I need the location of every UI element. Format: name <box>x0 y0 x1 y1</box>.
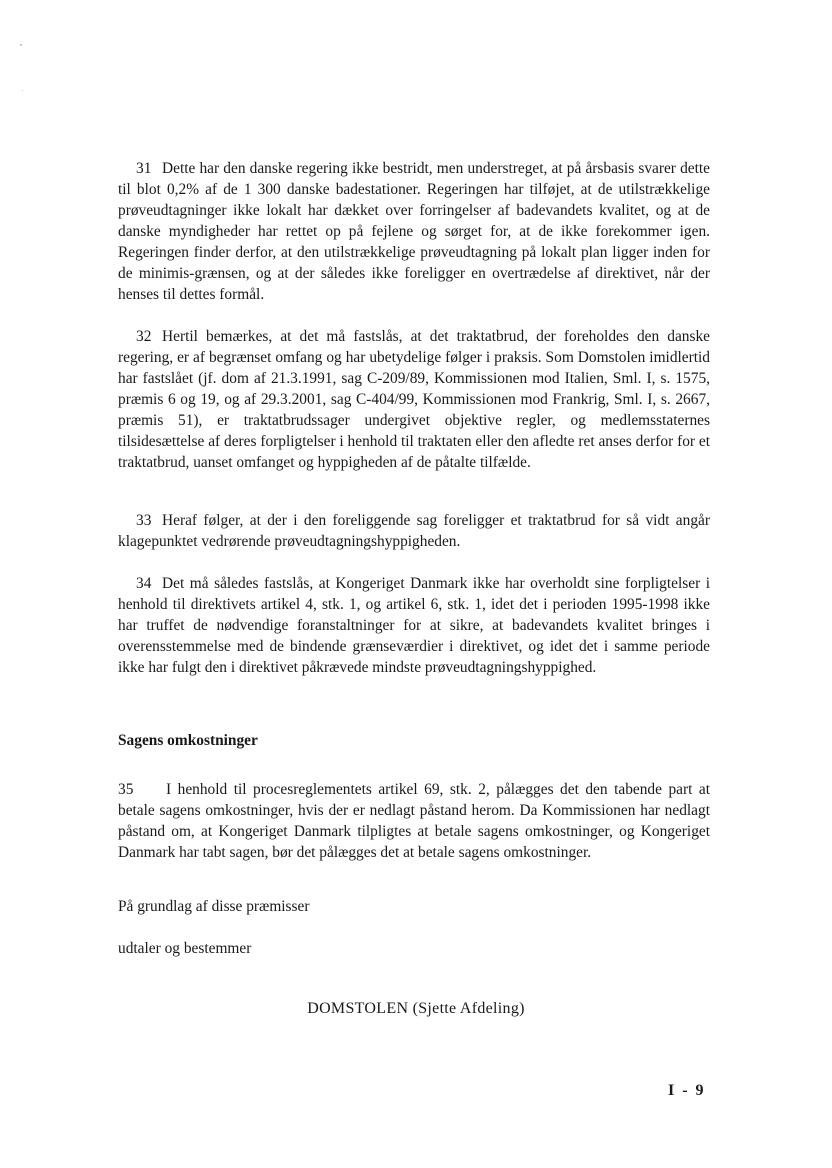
section-heading: Sagens omkostninger <box>118 732 258 749</box>
paragraph-text: Det må således fastslås, at Kongeriget Danmark ikke har overholdt sine forpligtelser i henhold til direktivets artikel 4, stk. 1, og artikel 6, stk. 1, idet det i perioden 1995-1998 ikke har truffet de nødvendige foranstaltninger for at sikre, at badevandets kvalitet bringes i overensstemmelse med de bindende grænseværdier i direktivet, og idet det i samme periode ikke har fulgt den i direktivet påkrævede mindste prøveudtagningshyppighed. <box>118 575 710 676</box>
paragraph-34 <box>118 573 710 678</box>
paragraph-35 <box>118 779 710 863</box>
paragraph-number: 32 <box>136 328 152 345</box>
paragraph-number: 31 <box>136 160 152 177</box>
paragraph-number: 34 <box>136 575 152 592</box>
paragraph-32 <box>118 326 710 473</box>
paragraph-number: 33 <box>136 512 152 529</box>
ruling-line: udtaler og bestemmer <box>118 940 252 957</box>
paragraph-text: I henhold til procesreglementets artikel 69, stk. 2, pålægges det den tabende part at betale sagens omkostninger, hvis der er nedlagt påstand herom. Da Kommissionen har nedlagt påstand om, at Kongeriget Danmark tilpligtes at betale sagens omkostninger, og Kongeriget Danmark har tabt sagen, bør det pålægges det at betale sagens omkostninger. <box>118 781 710 861</box>
page-number: I - 9 <box>668 1082 706 1099</box>
scan-speck <box>22 90 23 91</box>
paragraph-text: Dette har den danske regering ikke bestridt, men understreget, at på årsbasis svarer dette til blot 0,2% af de 1 300 danske badestationer. Regeringen har tilføjet, at de utilstrækkelige prøveudtagninger ikke lokalt har dækket over forringelser af badevandets kvalitet, og at de danske myndigheder har rettet op på fejlene og sørget for, at de ikke forekommer igen. Regeringen finder derfor, at den utilstrækkelige prøveudtagning på lokalt plan ligger inden for de minimis-grænsen, og at der således ikke foreligger en overtrædelse af direktivet, når der henses til dettes formål. <box>118 160 710 303</box>
court-name: DOMSTOLEN (Sjette Afdeling) <box>307 1000 525 1017</box>
paragraph-text: Hertil bemærkes, at det må fastslås, at det traktatbrud, der foreholdes den danske regering, er af begrænset omfang og har ubetydelige følger i praksis. Som Domstolen imidlertid har fastslået (jf. dom af 21.3.1991, sag C-209/89, Kommissionen mod Italien, Sml. I, s. 1575, præmis 6 og 19, og af 29.3.2001, sag C-404/99, Kommissionen mod Frankrig, Sml. I, s. 2667, præmis 51), er traktatbrudssager undergivet objektive regler, og medlemsstaternes tilsidesættelse af deres forpligtelser i henhold til traktaten eller den afledte ret anses derfor for et traktatbrud, uanset omfanget og hyppigheden af de påtalte tilfælde. <box>118 328 710 471</box>
scan-speck <box>20 44 22 46</box>
paragraph-31 <box>118 158 710 305</box>
paragraph-number: 35 <box>118 781 134 798</box>
paragraph-33 <box>118 510 710 552</box>
premises-line: På grundlag af disse præmisser <box>118 898 310 915</box>
paragraph-text: Heraf følger, at der i den foreliggende sag foreligger et traktatbrud for så vidt angår klagepunktet vedrørende prøveudtagningshyppigheden. <box>118 512 710 550</box>
